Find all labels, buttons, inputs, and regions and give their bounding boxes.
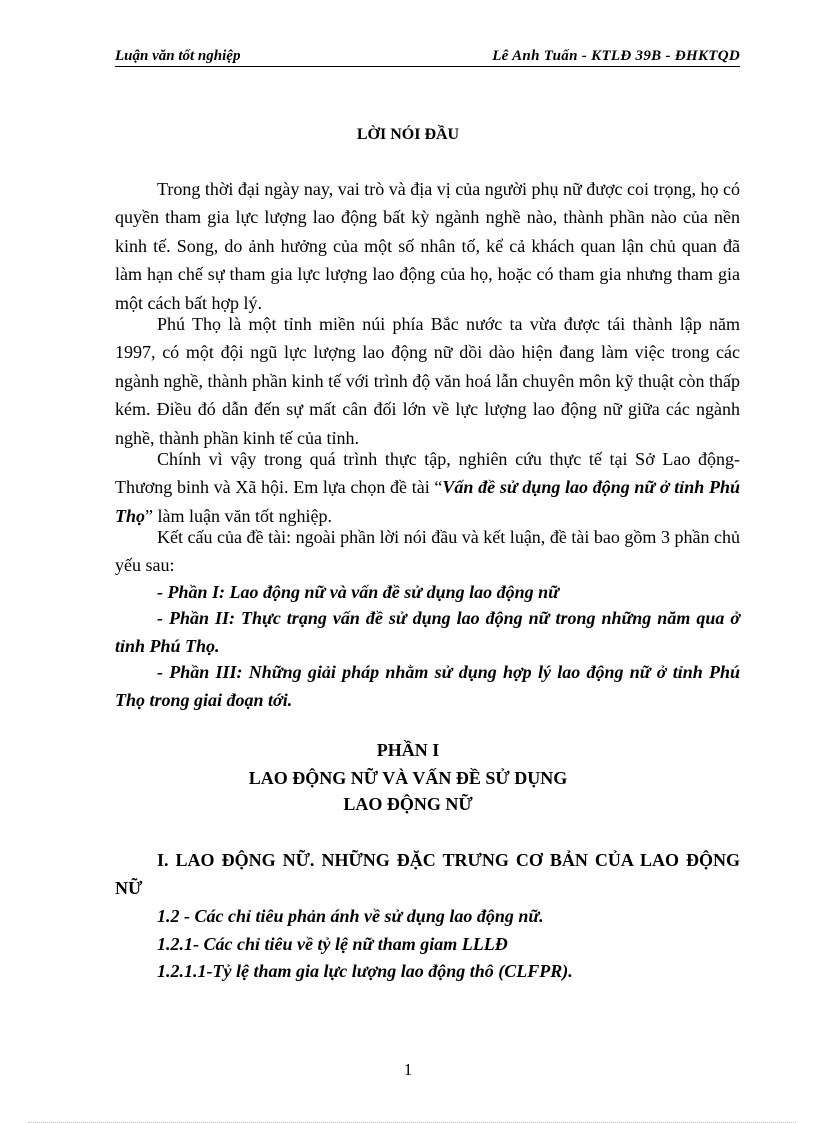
header-right-text: Lê Anh Tuấn - KTLĐ 39B - ĐHKTQD	[492, 48, 740, 64]
paragraph-topic	[115, 445, 740, 530]
part-heading-title-line1: LAO ĐỘNG NỮ VÀ VẤN ĐỀ SỬ DỤNG	[248, 768, 568, 788]
header-left-text: Luận văn tốt nghiệp	[115, 48, 241, 64]
topic-title: Vấn đề sử dụng lao động nữ ở tỉnh Phú Thọ	[115, 477, 741, 526]
subsection-1-2: 1.2 - Các chỉ tiêu phản ánh về sử dụng lao động nữ.	[157, 906, 544, 926]
section-heading: I. LAO ĐỘNG NỮ. NHỮNG ĐẶC TRƯNG CƠ BẢN CỦA LAO ĐỘNG NỮ	[115, 850, 740, 899]
page-header	[115, 48, 740, 67]
paragraph-phu-tho: Phú Thọ là một tỉnh miền núi phía Bắc nước ta vừa được tái thành lập năm 1997, có một đội ngũ lực lượng lao động nữ dồi dào hiện đang làm việc trong các ngành nghề, thành phần kinh tế với trình độ văn hoá lẫn chuyên môn kỹ thuật còn thấp kém. Điều đó dẫn đến sự mất cân đối lớn về lực lượng lao động nữ giữa các ngành nghề, thành phần kinh tế của tỉnh.	[115, 314, 740, 448]
paragraph-structure: Kết cấu của đề tài: ngoài phần lời nói đầu và kết luận, đề tài bao gồm 3 phần chủ yếu sau:	[115, 527, 740, 576]
paragraph-intro: Trong thời đại ngày nay, vai trò và địa vị của người phụ nữ được coi trọng, họ có quyền tham gia lực lượng lao động bất kỳ ngành nghề nào, thành phần nào của nền kinh tế. Song, do ảnh hưởng của một số nhân tố, kể cả khách quan lận chủ quan đã làm hạn chế sự tham gia lực lượng lao động của họ, hoặc có tham gia nhưng tham gia một cách bất hợp lý.	[115, 179, 740, 313]
part-item-2: - Phần II: Thực trạng vấn đề sử dụng lao động nữ trong những năm qua ở tỉnh Phú Thọ.	[115, 608, 740, 657]
part-heading-number: PHẦN I	[376, 740, 440, 760]
part-item-3: - Phần III: Những giải pháp nhằm sử dụng hợp lý lao động nữ ở tỉnh Phú Thọ trong giai đoạn tới.	[115, 662, 740, 711]
topic-text-before: Chính vì vậy trong quá trình thực tập, nghiên cứu thực tế tại Sở Lao động-Thương binh và Xã hội. Em lựa chọn đề tài “	[115, 449, 740, 498]
page-number: 1	[403, 1060, 413, 1079]
subsection-1-2-1-1: 1.2.1.1-Tỷ lệ tham gia lực lượng lao động thô (CLFPR).	[157, 961, 573, 981]
subsection-1-2-1: 1.2.1- Các chỉ tiêu về tỷ lệ nữ tham giam LLLĐ	[157, 934, 508, 954]
topic-text-after: ” làm luận văn tốt nghiệp.	[145, 505, 332, 526]
page-title: LỜI NÓI ĐẦU	[356, 126, 460, 143]
part-heading-title-line2: LAO ĐỘNG NỮ	[343, 794, 473, 814]
part-item-1: - Phần I: Lao động nữ và vấn đề sử dụng lao động nữ	[157, 582, 559, 602]
